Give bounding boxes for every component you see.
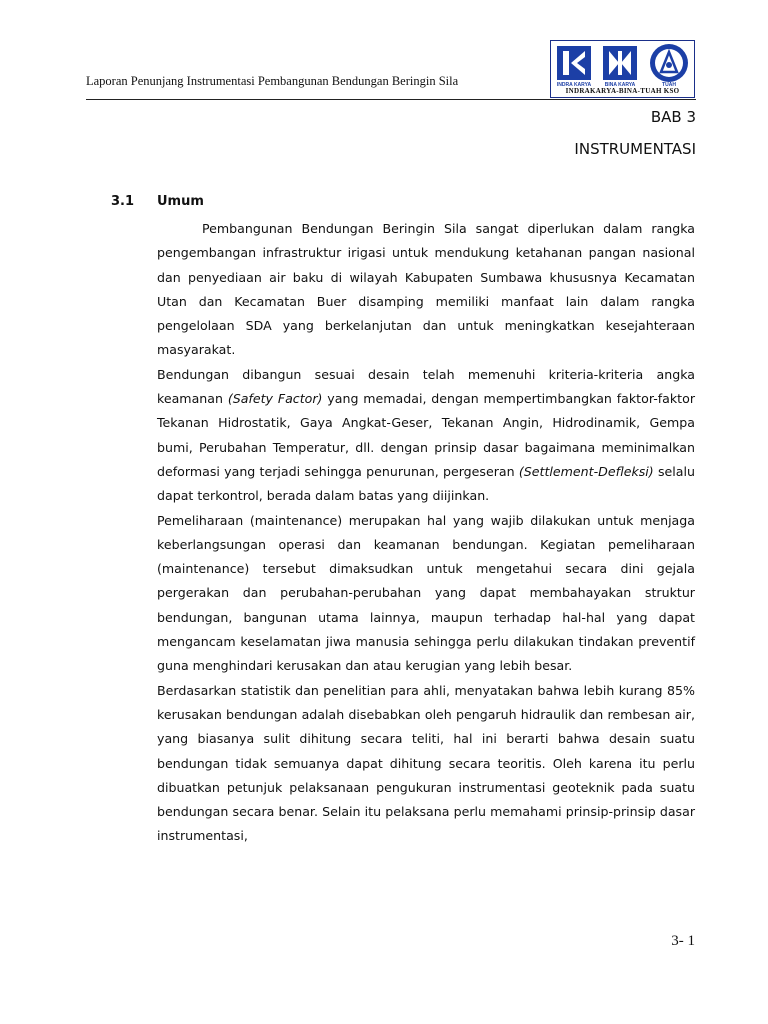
paragraph-1 [157, 217, 695, 363]
text-run: selalu dapat terkontrol, berada dalam batas yang diijinkan. [157, 463, 695, 504]
section-title: Umum [157, 194, 204, 209]
paragraph-4 [157, 679, 695, 849]
italic-term: (Settlement-Defleksi) [518, 463, 654, 479]
paragraph-2 [157, 363, 695, 509]
paragraph-3 [157, 509, 695, 679]
chapter-title: INSTRUMENTASI [574, 140, 696, 158]
header-divider [86, 99, 696, 100]
partner1-label: INDRA KARYA [556, 82, 592, 88]
partner3-label: TUAH [662, 82, 676, 88]
page-number: 3- 1 [671, 933, 695, 949]
text-run: Berdasarkan statistik dan penelitian para ahli, menyatakan bahwa lebih kurang 85% kerusakan bendungan adalah disebabkan oleh pengaruh hidraulik dan rembesan air, yang biasanya sulit dihitung secara teliti, hal ini berarti bahwa desain suatu bendungan tidak semuanya dapat dihitung secara teoritis. Oleh karena itu perlu dibuatkan petunjuk pelaksanaan pengukuran instrumentasi geoteknik pada suatu bendungan secara benar. Selain itu pelaksana perlu memahami prinsip-prinsip dasar instrumentasi, [157, 682, 695, 844]
company-logo [550, 40, 695, 98]
section-number: 3.1 [111, 194, 135, 209]
page-header-title: Laporan Penunjang Instrumentasi Pembangunan Bendungan Beringin Sila [86, 74, 459, 88]
body-text [157, 217, 695, 849]
text-run: Pemeliharaan (maintenance) merupakan hal yang wajib dilakukan untuk menjaga keberlangsungan operasi dan keamanan bendungan. Kegiatan pemeliharaan (maintenance) tersebut dimaksudkan untuk mengetahui secara dini gejala pergerakan dan perubahan-perubahan yang dapat membahayakan struktur bendungan, bangunan utama lainnya, maupun terhadap hal-hal yang dapat mengancam keselamatan jiwa manusia sehingga perlu dilakukan tindakan preventif guna menghindari kerusakan dan atau kerugian yang lebih besar. [157, 512, 695, 674]
logo-caption: INDRAKARYA-BINA-TUAH KSO [565, 87, 680, 95]
text-run: Pembangunan Bendungan Beringin Sila sangat diperlukan dalam rangka pengembangan infrastruktur irigasi untuk mendukung ketahanan pangan nasional dan penyediaan air baku di wilayah Kabupaten Sumbawa khususnya Kecamatan Utan dan Kecamatan Buer disamping memiliki manfaat lain dalam rangka pengelolaan SDA yang berkelanjutan dan untuk meningkatkan kesejahteraan masyarakat. [157, 221, 695, 358]
partner2-label: BINA KARYA [604, 82, 636, 88]
text-run: Bendungan dibangun sesuai desain telah memenuhi kriteria-kriteria angka keamanan [157, 366, 695, 407]
text-run: yang memadai, dengan mempertimbangkan faktor-faktor Tekanan Hidrostatik, Gaya Angkat-Geser, Tekanan Angin, Hidrodinamik, Gempa bumi, Perubahan Temperatur, dll. dengan prinsip dasar bagaimana meminimalkan deformasi yang terjadi sehingga penurunan, pergeseran [157, 391, 696, 479]
chapter-number: BAB 3 [650, 108, 696, 126]
italic-term: (Safety Factor) [227, 391, 323, 407]
